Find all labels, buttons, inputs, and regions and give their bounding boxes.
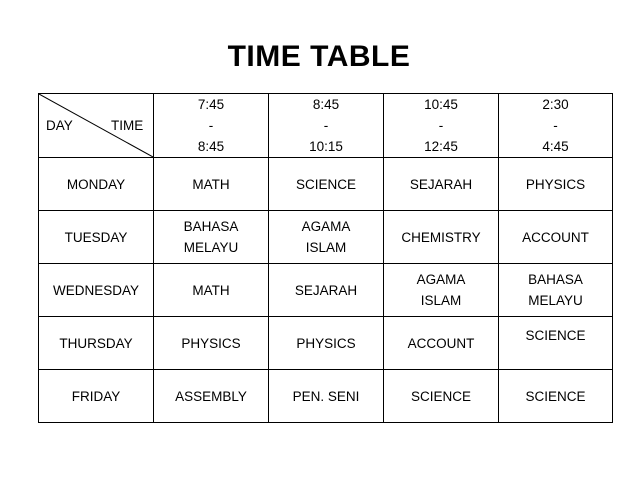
period-start: 10:45 <box>424 97 458 112</box>
subject-line: ASSEMBLY <box>175 388 247 404</box>
subject-line: BAHASA <box>528 272 583 287</box>
subject-cell <box>499 158 613 211</box>
period-header <box>384 94 499 158</box>
subject-line: CHEMISTRY <box>401 229 481 245</box>
subject-line: MATH <box>192 282 230 298</box>
period-end: 10:15 <box>309 139 343 154</box>
subject-line: AGAMA <box>301 219 351 234</box>
period-separator: - <box>323 118 329 133</box>
subject-cell <box>499 370 613 423</box>
day-row-monday <box>39 158 613 211</box>
subject-cell <box>154 317 269 370</box>
subject-cell <box>154 264 269 317</box>
day-cell: MONDAY <box>39 158 154 211</box>
corner-cell <box>39 94 154 158</box>
subject-line: PHYSICS <box>181 335 241 351</box>
period-separator: - <box>438 118 444 133</box>
subject-cell <box>269 370 384 423</box>
period-header <box>154 94 269 158</box>
subject-cell <box>269 211 384 264</box>
period-end: 4:45 <box>542 139 569 154</box>
subject-line: MELAYU <box>528 293 583 308</box>
subject-line: ACCOUNT <box>407 335 475 351</box>
subject-line: PHYSICS <box>525 176 586 192</box>
day-row-thursday <box>39 317 613 370</box>
subject-line: ISLAM <box>420 293 462 308</box>
subject-line: ACCOUNT <box>522 229 589 245</box>
day-cell: THURSDAY <box>39 317 154 370</box>
day-row-tuesday <box>39 211 613 264</box>
subject-line: SCIENCE <box>410 388 471 404</box>
subject-cell <box>499 264 613 317</box>
subject-cell <box>269 264 384 317</box>
day-row-friday <box>39 370 613 423</box>
day-cell: TUESDAY <box>39 211 154 264</box>
subject-line: MATH <box>192 176 230 192</box>
subject-cell <box>384 211 499 264</box>
subject-line: PHYSICS <box>296 335 356 351</box>
subject-cell <box>269 317 384 370</box>
header-row <box>39 94 613 158</box>
period-start: 8:45 <box>312 97 340 112</box>
subject-line: SEJARAH <box>294 282 358 298</box>
day-row-wednesday <box>39 264 613 317</box>
subject-cell <box>384 370 499 423</box>
subject-cell <box>499 211 613 264</box>
period-start: 2:30 <box>542 97 569 112</box>
subject-cell <box>154 158 269 211</box>
subject-line: PEN. SENI <box>292 388 360 404</box>
subject-line: SCIENCE <box>295 176 356 192</box>
period-header <box>499 94 613 158</box>
subject-line: SCIENCE <box>525 328 586 343</box>
subject-cell <box>384 158 499 211</box>
subject-cell <box>499 317 613 370</box>
subject-line: ISLAM <box>305 240 347 255</box>
subject-cell <box>154 370 269 423</box>
subject-cell <box>384 264 499 317</box>
period-end: 12:45 <box>424 139 458 154</box>
period-end: 8:45 <box>197 139 225 154</box>
subject-line: SCIENCE <box>525 388 586 404</box>
page-title: TIME TABLE <box>227 40 411 73</box>
period-header <box>269 94 384 158</box>
subject-cell <box>384 317 499 370</box>
subject-line: MELAYU <box>183 240 239 255</box>
subject-cell <box>269 158 384 211</box>
period-separator: - <box>208 118 214 133</box>
day-cell: WEDNESDAY <box>39 264 154 317</box>
subject-line: SEJARAH <box>409 176 473 192</box>
subject-line: BAHASA <box>183 219 239 234</box>
subject-line: AGAMA <box>416 272 466 287</box>
timetable <box>38 93 613 423</box>
day-cell: FRIDAY <box>39 370 154 423</box>
corner-day-label: DAY <box>46 118 73 133</box>
period-separator: - <box>553 118 558 133</box>
corner-time-label: TIME <box>111 118 144 133</box>
period-start: 7:45 <box>197 97 225 112</box>
subject-cell <box>154 211 269 264</box>
